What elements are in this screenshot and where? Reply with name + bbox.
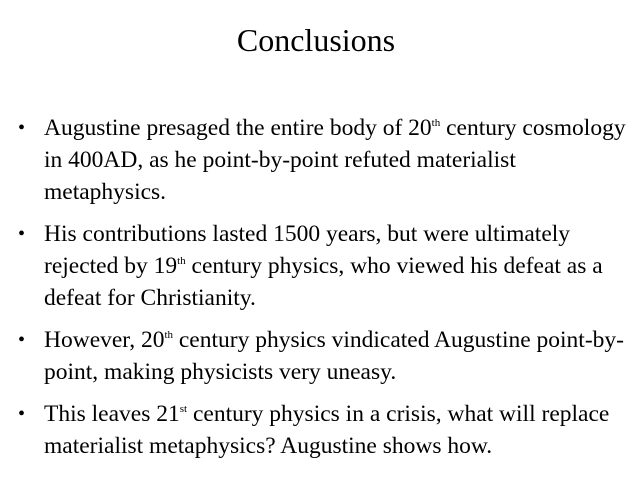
bullet-text: His contributions lasted 1500 years, but were ultimately rejected by 19 (44, 221, 571, 279)
bullet-dot-icon: • (18, 117, 26, 139)
ordinal-suffix: th (431, 117, 441, 129)
bullet-text: This leaves 21 (44, 401, 180, 427)
bullet-item (18, 218, 630, 314)
bullet-text: Augustine presaged the entire body of 20 (44, 115, 432, 141)
bullet-text: century physics, who viewed his defeat as a defeat for Christianity. (44, 253, 603, 311)
bullet-text: century physics in a crisis, what will replace materialist metaphysics? Augustine shows how. (44, 401, 610, 459)
bullet-dot-icon: • (18, 223, 26, 245)
ordinal-suffix: th (177, 255, 186, 267)
bullet-text: However, 20 (44, 327, 165, 353)
bullet-text: century physics vindicated Augustine point-by-point, making physicists very uneasy. (44, 327, 624, 385)
bullet-text: century cosmology in 400AD, as he point-by-point refuted materialist metaphysics. (44, 115, 626, 205)
bullet-list (18, 112, 630, 462)
ordinal-suffix: st (179, 403, 188, 415)
bullet-dot-icon: • (18, 329, 26, 351)
bullet-dot-icon: • (18, 403, 26, 425)
ordinal-suffix: th (164, 329, 173, 341)
bullet-item (18, 398, 630, 462)
bullet-item (18, 324, 630, 388)
slide-title: Conclusions (236, 22, 396, 58)
bullet-item (18, 112, 630, 208)
